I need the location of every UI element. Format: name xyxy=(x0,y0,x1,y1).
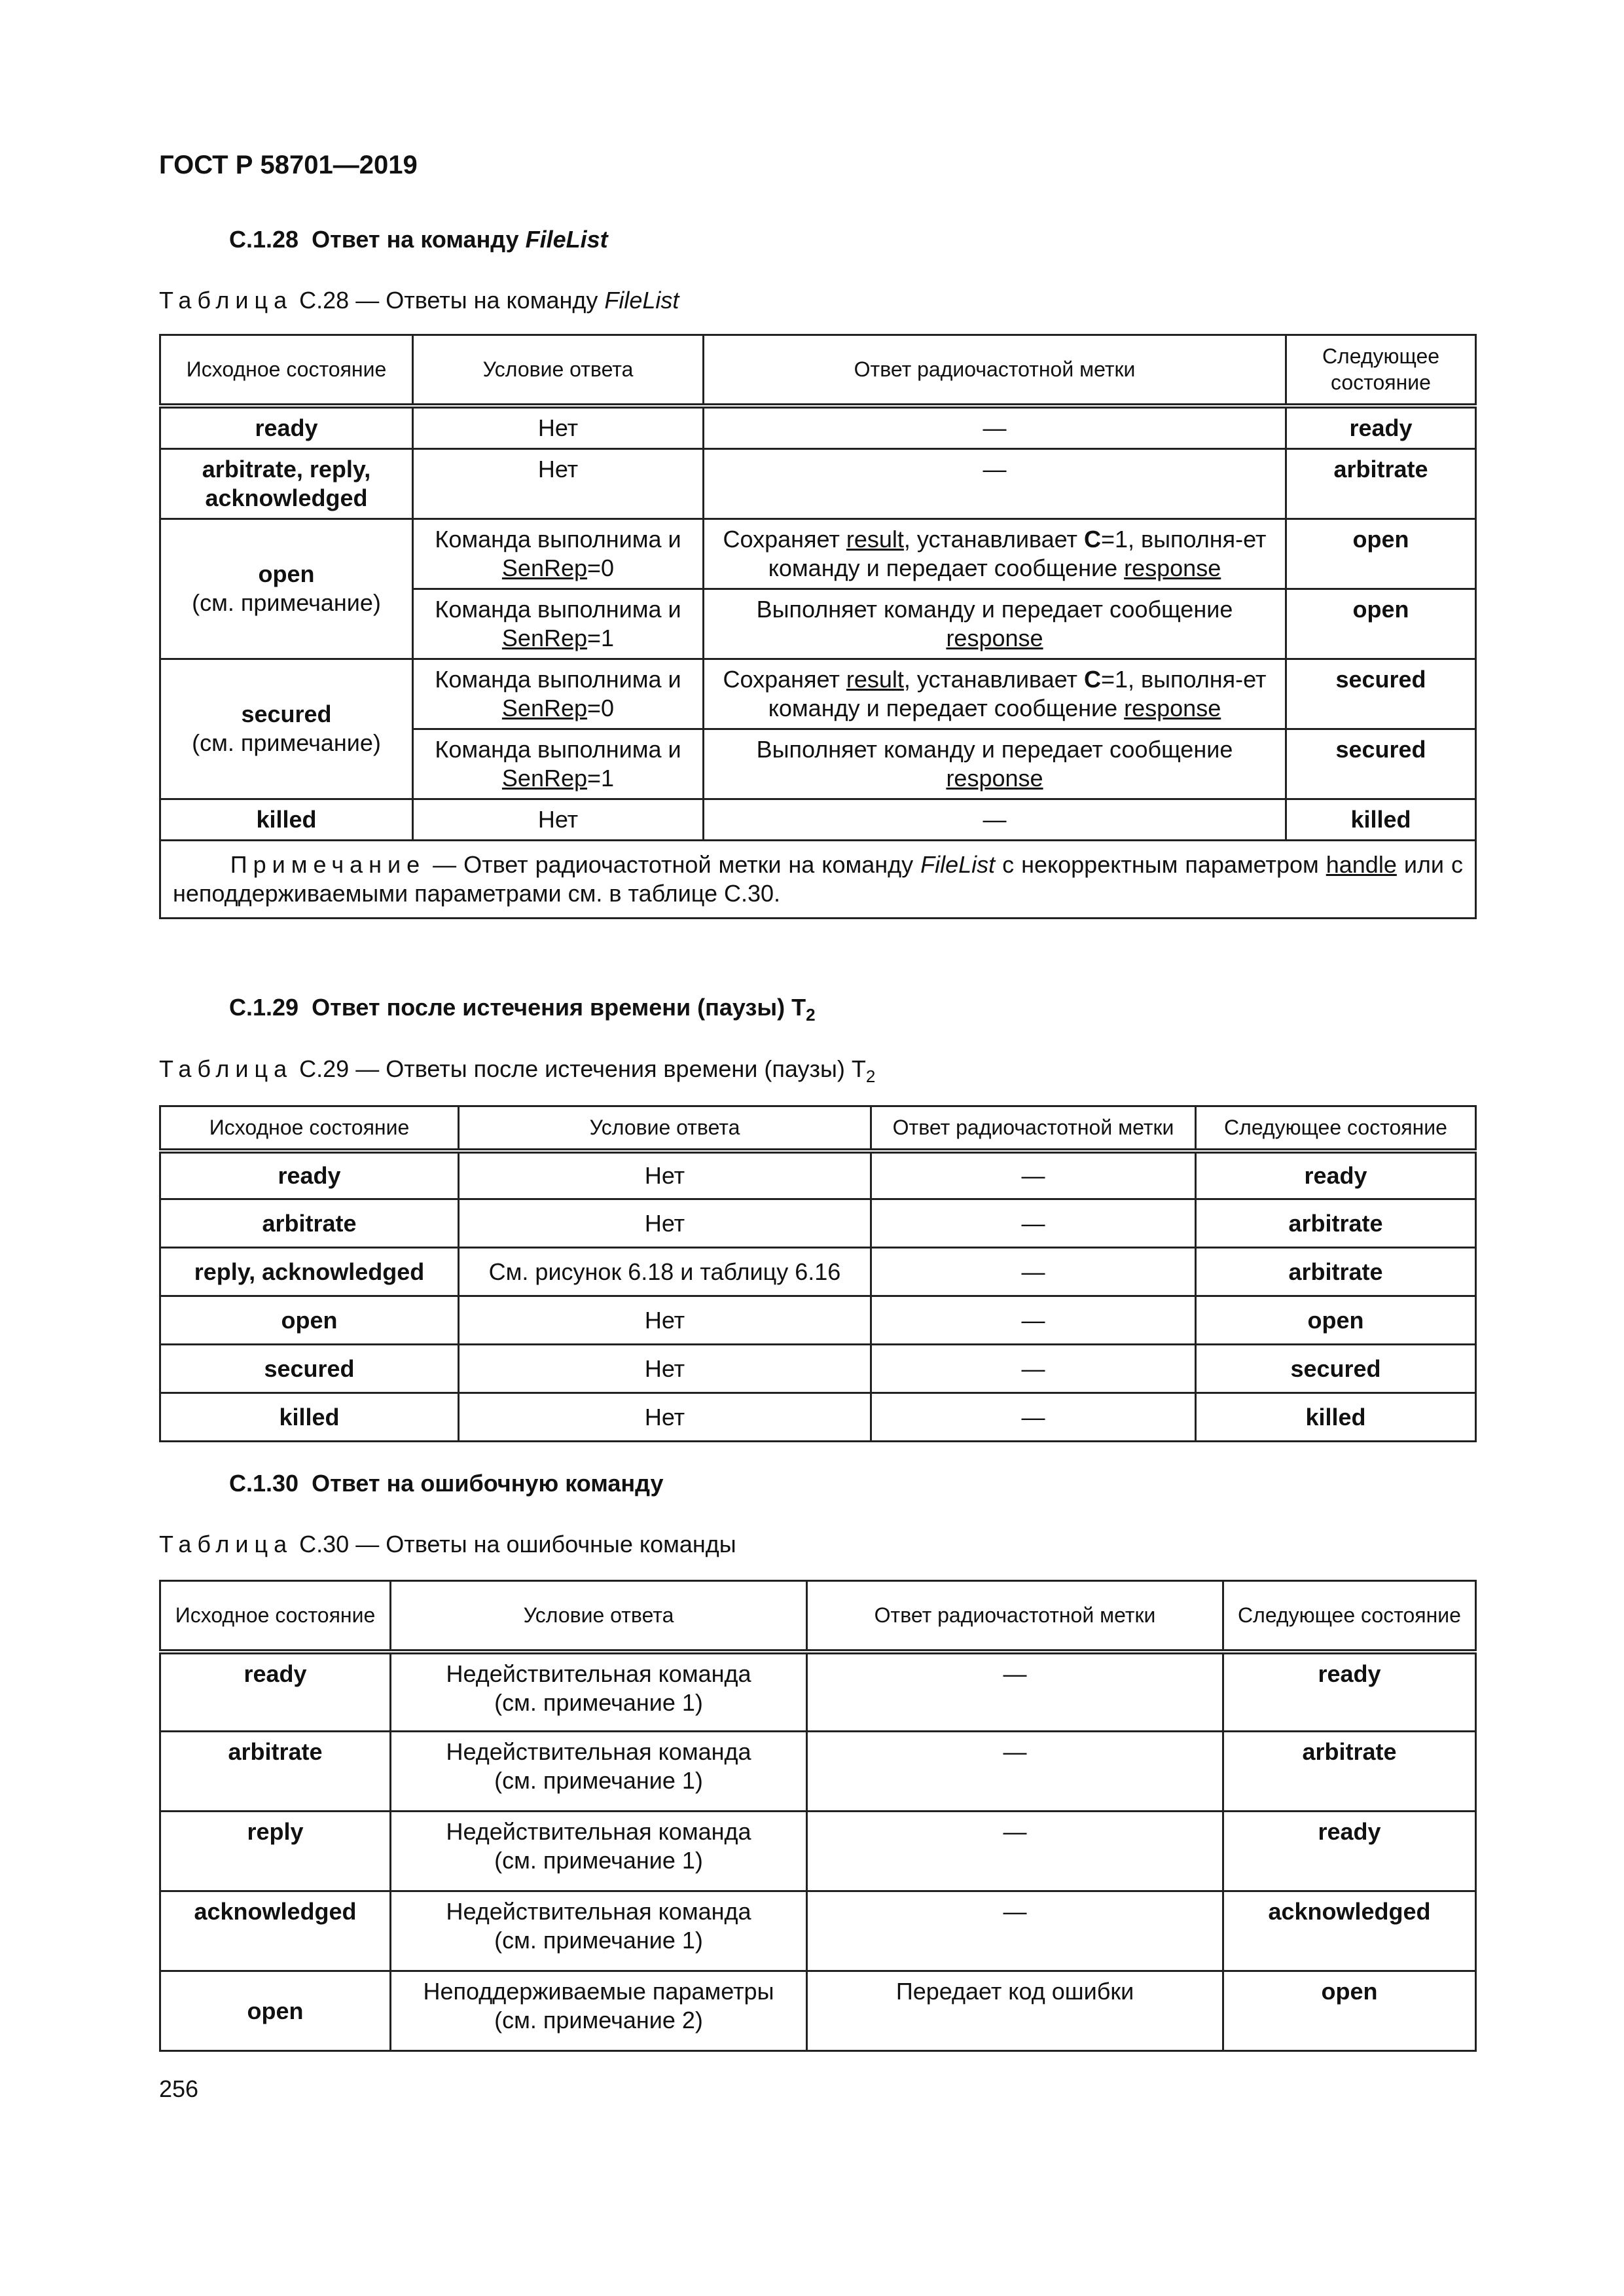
cond-cell: Неподдерживаемые параметры (см. примечание 2) xyxy=(391,1971,807,2051)
cond-cell: Нет xyxy=(459,1393,871,1442)
state-cell: secured (см. примечание) xyxy=(160,659,413,799)
table-row xyxy=(160,1652,1476,1732)
col-header: Условие ответа xyxy=(391,1581,807,1652)
resp-cell: Передает код ошибки xyxy=(807,1971,1223,2051)
cond-cell: Нет xyxy=(413,799,704,840)
state-cell: open xyxy=(160,1971,391,2051)
resp-cell: Выполняет команду и передает сообщение response xyxy=(704,729,1286,799)
next-cell: arbitrate xyxy=(1223,1732,1476,1812)
section-title-c129: С.1.29 Ответ после истечения времени (паузы) $Т_2$ xyxy=(229,994,816,1025)
cond-cell: См. рисунок 6.18 и таблицу 6.16 xyxy=(459,1248,871,1296)
next-cell: acknowledged xyxy=(1223,1891,1476,1971)
table-row xyxy=(160,1812,1476,1891)
table-caption-c29: Таблица С.29 — Ответы после истечения времени (паузы) $Т_2$ xyxy=(159,1055,876,1087)
cond-cell: Команда выполнима и SenRep=1 xyxy=(413,589,704,659)
cond-cell: Нет xyxy=(459,1199,871,1248)
cond-cell: Нет xyxy=(459,1151,871,1199)
next-cell: open xyxy=(1286,589,1476,659)
table-row xyxy=(160,1393,1476,1442)
col-header: Условие ответа xyxy=(459,1106,871,1151)
col-header: Исходное состояние xyxy=(160,1581,391,1652)
col-header: Ответ радиочастотной метки xyxy=(871,1106,1196,1151)
resp-cell: — xyxy=(871,1248,1196,1296)
cond-cell: Нет xyxy=(459,1296,871,1345)
cond-cell: Нет xyxy=(459,1345,871,1393)
next-cell: arbitrate xyxy=(1196,1199,1476,1248)
col-header: Следующее состояние xyxy=(1223,1581,1476,1652)
resp-cell: — xyxy=(871,1393,1196,1442)
col-header: Следующее состояние xyxy=(1196,1106,1476,1151)
resp-cell: Сохраняет result, устанавливает С=1, выполня-ет команду и передает сообщение response xyxy=(704,659,1286,729)
resp-cell: Выполняет команду и передает сообщение response xyxy=(704,589,1286,659)
cond-cell: Недействительная команда (см. примечание 1) xyxy=(391,1652,807,1732)
state-cell: open xyxy=(160,1296,459,1345)
resp-cell: — xyxy=(807,1891,1223,1971)
resp-cell: — xyxy=(807,1652,1223,1732)
table-row xyxy=(160,1199,1476,1248)
table-row xyxy=(160,1151,1476,1199)
col-header: Следующее состояние xyxy=(1286,335,1476,406)
next-cell: secured xyxy=(1286,729,1476,799)
table-row xyxy=(160,1248,1476,1296)
next-cell: arbitrate xyxy=(1196,1248,1476,1296)
cond-cell: Недействительная команда (см. примечание 1) xyxy=(391,1812,807,1891)
next-cell: killed xyxy=(1196,1393,1476,1442)
resp-cell: — xyxy=(704,799,1286,840)
resp-cell: — xyxy=(807,1812,1223,1891)
next-cell: ready xyxy=(1223,1652,1476,1732)
resp-cell: — xyxy=(704,448,1286,519)
cond-cell: Недействительная команда (см. примечание 1) xyxy=(391,1891,807,1971)
resp-cell: — xyxy=(871,1199,1196,1248)
col-header: Ответ радиочастотной метки xyxy=(704,335,1286,406)
next-cell: open xyxy=(1286,519,1476,589)
table-row xyxy=(160,1891,1476,1971)
state-cell: arbitrate xyxy=(160,1199,459,1248)
state-cell: acknowledged xyxy=(160,1891,391,1971)
next-cell: secured xyxy=(1286,659,1476,729)
table-row xyxy=(160,1732,1476,1812)
table-c29 xyxy=(159,1105,1477,1442)
cond-cell: Команда выполнима и SenRep=1 xyxy=(413,729,704,799)
state-cell: killed xyxy=(160,799,413,840)
resp-cell: — xyxy=(704,406,1286,449)
resp-cell: — xyxy=(871,1345,1196,1393)
state-cell: killed xyxy=(160,1393,459,1442)
next-cell: arbitrate xyxy=(1286,448,1476,519)
section-title-c128: С.1.28 Ответ на команду FileList xyxy=(229,226,608,253)
state-cell: arbitrate, reply, acknowledged xyxy=(160,448,413,519)
table-c30 xyxy=(159,1580,1477,2052)
state-cell: ready xyxy=(160,406,413,449)
col-header: Исходное состояние xyxy=(160,1106,459,1151)
table-note: Примечание — Ответ радиочастотной метки на команду FileList с некорректным параметром handle или с неподдерживаемыми параметрами см. в таблице С.30. xyxy=(160,840,1476,918)
resp-cell: — xyxy=(871,1151,1196,1199)
next-cell: ready xyxy=(1286,406,1476,449)
state-cell: reply xyxy=(160,1812,391,1891)
col-header: Исходное состояние xyxy=(160,335,413,406)
state-cell: secured xyxy=(160,1345,459,1393)
resp-cell: Сохраняет result, устанавливает С=1, выполня-ет команду и передает сообщение response xyxy=(704,519,1286,589)
cond-cell: Команда выполнима и SenRep=0 xyxy=(413,519,704,589)
next-cell: ready xyxy=(1196,1151,1476,1199)
table-row xyxy=(160,1345,1476,1393)
cond-cell: Команда выполнима и SenRep=0 xyxy=(413,659,704,729)
col-header: Ответ радиочастотной метки xyxy=(807,1581,1223,1652)
table-row xyxy=(160,1296,1476,1345)
cond-cell: Недействительная команда (см. примечание 1) xyxy=(391,1732,807,1812)
next-cell: secured xyxy=(1196,1345,1476,1393)
next-cell: ready xyxy=(1223,1812,1476,1891)
section-title-c130: С.1.30 Ответ на ошибочную команду xyxy=(229,1470,664,1497)
page-number: 256 xyxy=(159,2075,199,2102)
state-cell: ready xyxy=(160,1151,459,1199)
col-header: Условие ответа xyxy=(413,335,704,406)
document-header: ГОСТ Р 58701—2019 xyxy=(159,151,418,179)
cond-cell: Нет xyxy=(413,448,704,519)
table-caption-c28: Таблица С.28 — Ответы на команду FileList xyxy=(159,287,679,314)
state-cell: reply, acknowledged xyxy=(160,1248,459,1296)
state-cell: open (см. примечание) xyxy=(160,519,413,659)
table-caption-c30: Таблица С.30 — Ответы на ошибочные команды xyxy=(159,1531,736,1558)
resp-cell: — xyxy=(871,1296,1196,1345)
state-cell: arbitrate xyxy=(160,1732,391,1812)
resp-cell: — xyxy=(807,1732,1223,1812)
cond-cell: Нет xyxy=(413,406,704,449)
table-c28 xyxy=(159,334,1477,919)
state-cell: ready xyxy=(160,1652,391,1732)
next-cell: open xyxy=(1223,1971,1476,2051)
next-cell: killed xyxy=(1286,799,1476,840)
next-cell: open xyxy=(1196,1296,1476,1345)
